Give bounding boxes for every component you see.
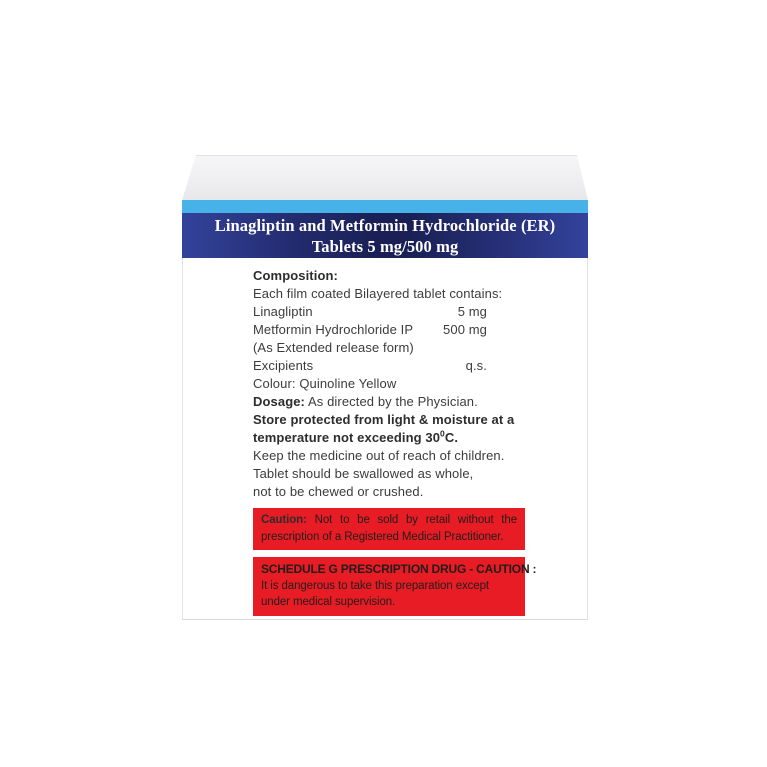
caution-text: Not to be sold by retail without the prescription of a Registered Medical Practitioner.	[261, 514, 517, 543]
ingredient-amount: q.s.	[465, 358, 487, 373]
medicine-carton	[182, 155, 588, 620]
product-title-line2: Tablets 5 mg/500 mg	[311, 236, 459, 256]
schedule-g-line2: under medical supervision.	[261, 596, 396, 608]
carton-top-flap-edge	[182, 155, 588, 200]
schedule-g-warning-box	[253, 557, 537, 616]
composition-row	[253, 339, 487, 357]
storage-line2-prefix: temperature not exceeding 30	[253, 430, 441, 445]
composition-row	[253, 303, 487, 321]
composition-heading: Composition:	[253, 268, 338, 283]
label-text-block	[253, 267, 537, 616]
cyan-accent-stripe	[182, 200, 588, 213]
storage-line1: Store protected from light & moisture at a	[253, 412, 515, 427]
dosage-text: As directed by the Physician.	[305, 394, 478, 409]
dosage-line	[253, 393, 527, 411]
title-band	[182, 213, 588, 258]
ingredient-name: Metformin Hydrochloride IP	[253, 322, 414, 337]
carton-front-panel	[182, 258, 588, 620]
degree-superscript: 0	[440, 428, 445, 439]
composition-row	[253, 321, 487, 339]
storage-line2	[253, 429, 527, 447]
caution-label: Caution:	[261, 514, 307, 526]
ingredient-name: Excipients	[253, 358, 314, 373]
dosage-label: Dosage:	[253, 394, 305, 409]
storage-line2-suffix: C.	[444, 430, 459, 445]
warning-line-crush: not to be chewed or crushed.	[253, 484, 424, 499]
schedule-g-line1: It is dangerous to take this preparation except	[261, 579, 489, 592]
ingredient-name: (As Extended release form)	[253, 340, 414, 355]
schedule-g-heading: SCHEDULE G PRESCRIPTION DRUG - CAUTION :	[261, 562, 537, 576]
composition-subheading: Each film coated Bilayered tablet contains:	[253, 286, 503, 301]
ingredient-amount: 5 mg	[457, 304, 487, 319]
ingredient-name: Linagliptin	[253, 304, 313, 319]
warning-line-swallow: Tablet should be swallowed as whole,	[253, 466, 474, 481]
composition-row	[253, 357, 487, 375]
caution-warning-box	[253, 508, 525, 550]
ingredient-amount: 500 mg	[443, 322, 487, 337]
colour-line: Colour: Quinoline Yellow	[253, 376, 397, 391]
product-title-line1: Linagliptin and Metformin Hydrochloride (ER)	[214, 215, 556, 235]
warning-line-children: Keep the medicine out of reach of children.	[253, 448, 505, 463]
